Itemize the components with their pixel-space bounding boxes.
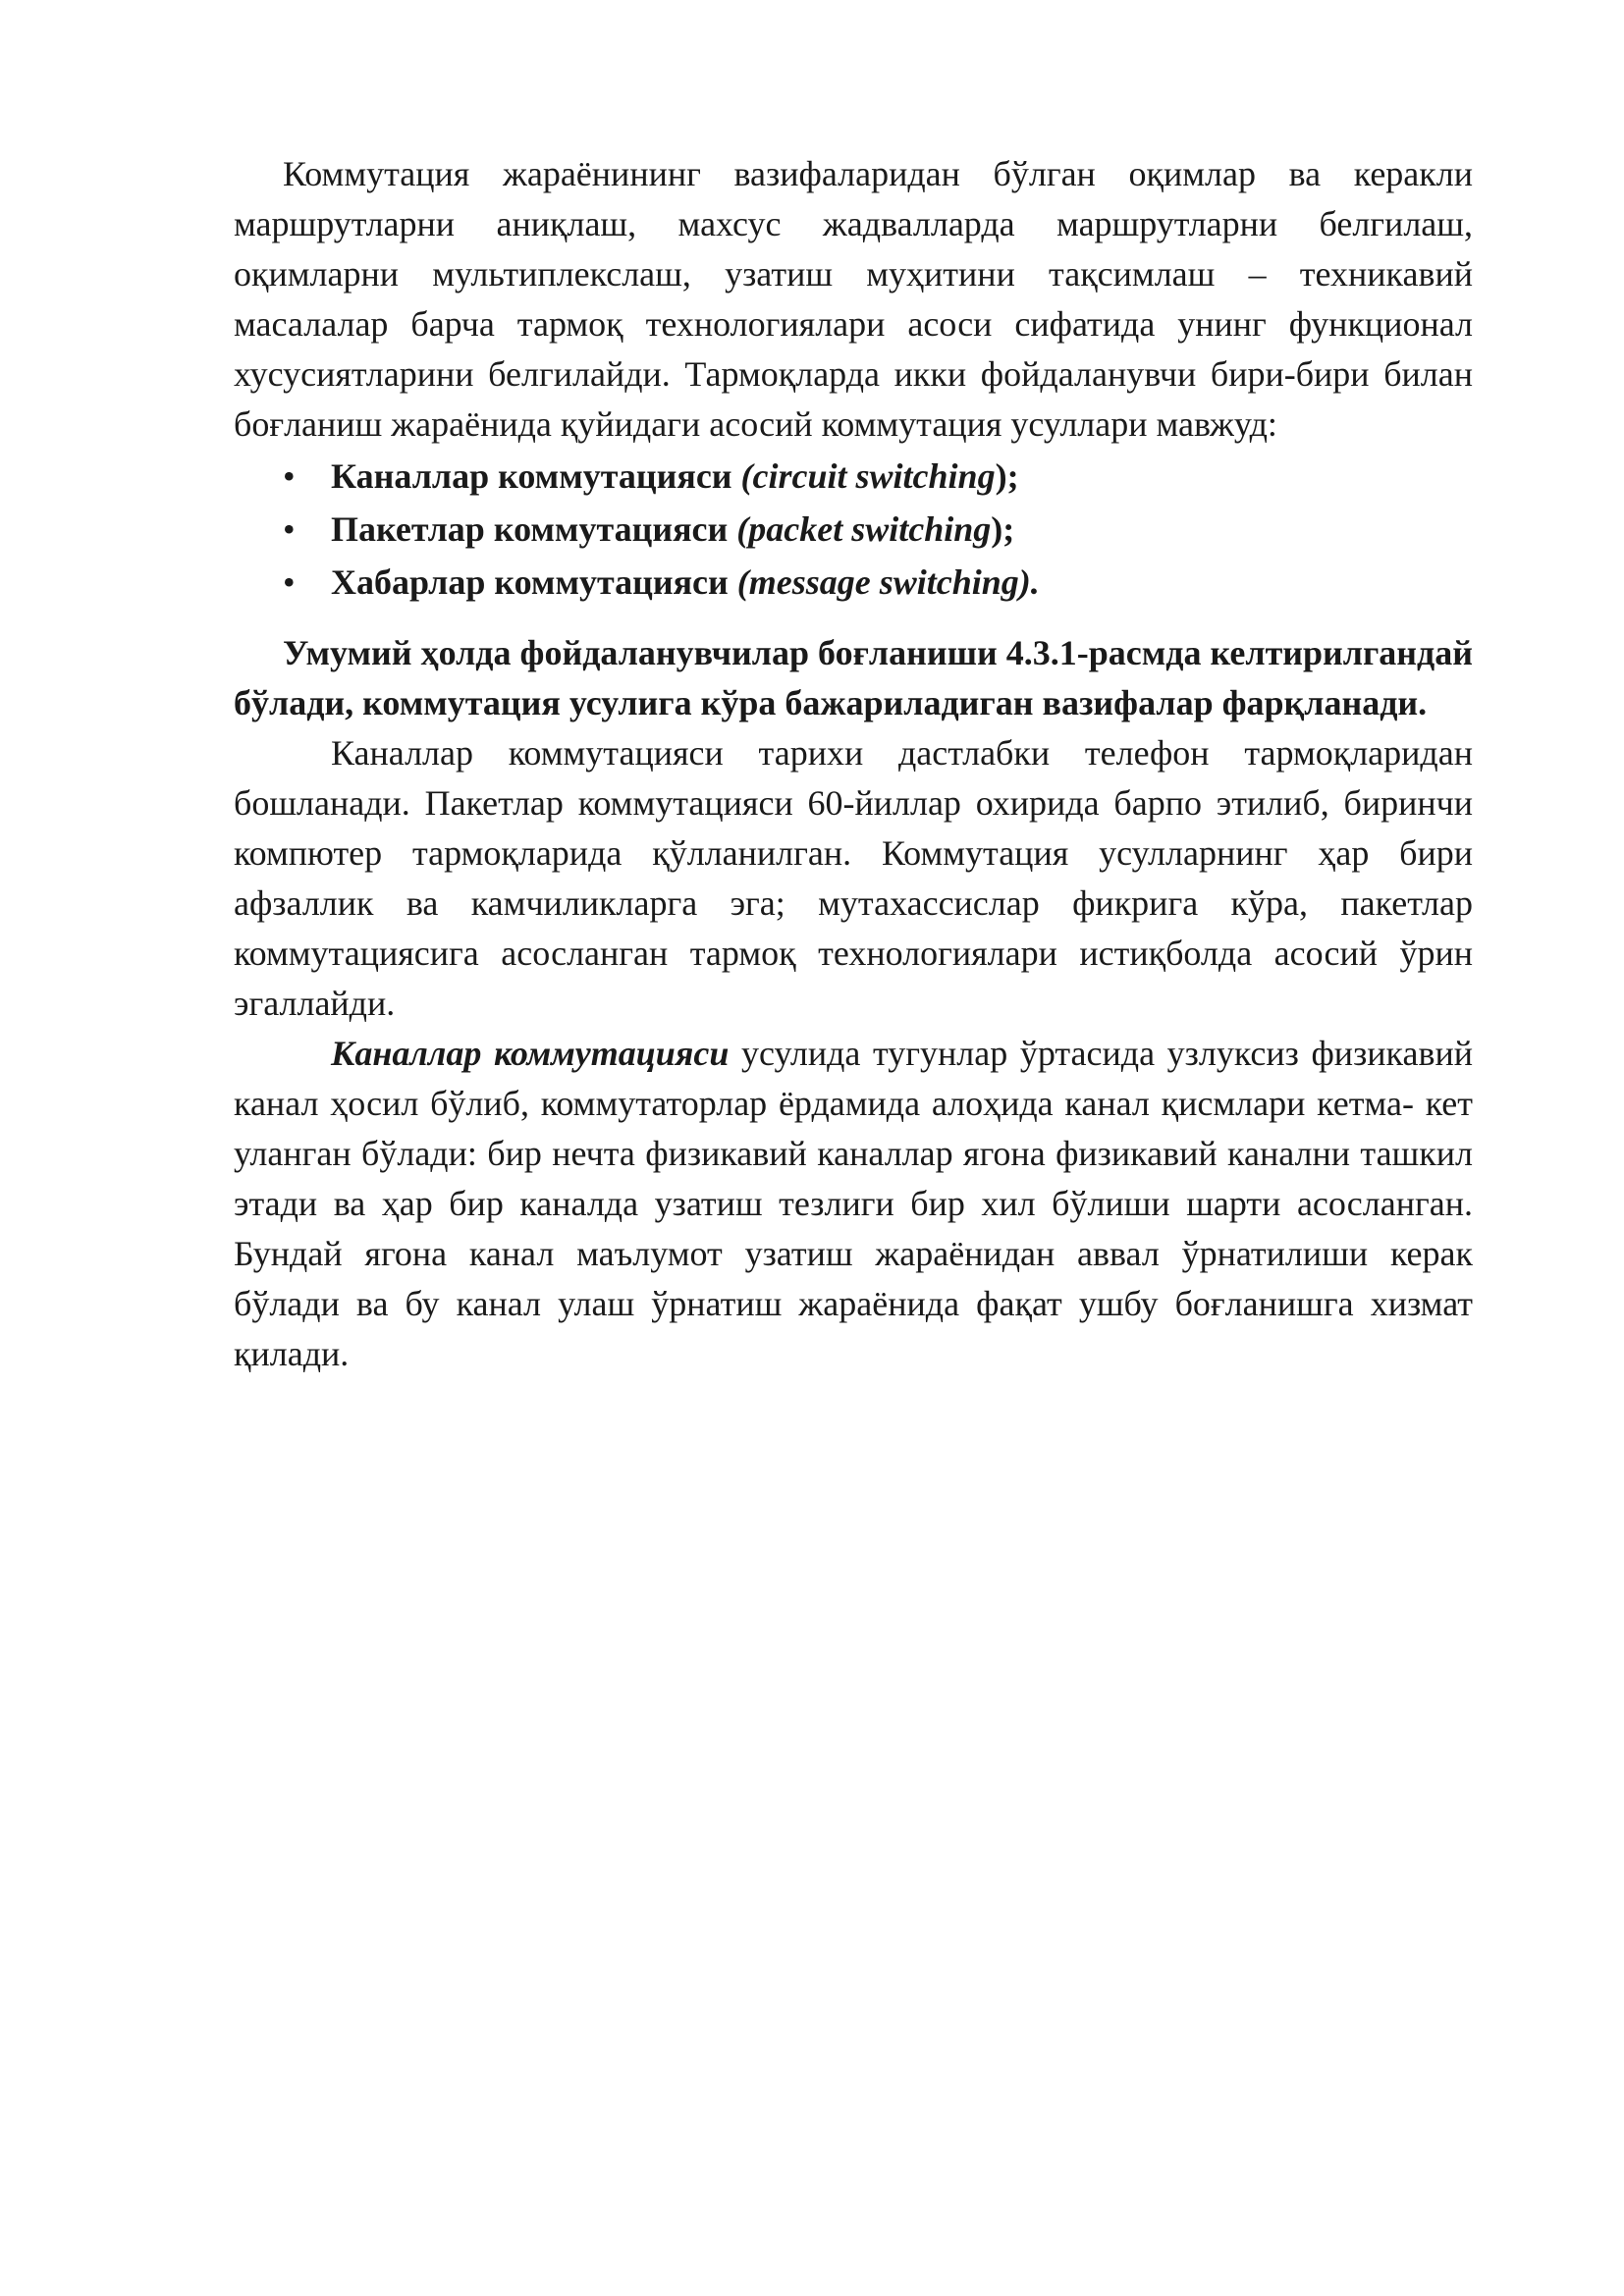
method-english-name: (circuit switching [740,456,996,496]
history-paragraph: Каналлар коммутацияси тарихи дастлабки телефон тармоқларидан бошланади. Пакетлар коммутацияси 60-йиллар охирида барпо этилиб, биринчи компютер тармоқларида қўлланилган. Коммутация усулларнинг ҳар бири афзаллик ва камчиликларга эга; мутахассислар фикрига кўра, пакетлар коммутациясига асосланган тармоқ технологиялари истиқболда асосий ўрин эгаллайди. [234,733,1473,1023]
circuit-switching-paragraph [234,1029,1473,1379]
list-item [234,556,1473,609]
method-english-name: (message switching). [736,562,1040,602]
bullet-icon: • [283,562,296,602]
list-item [234,503,1473,556]
bullet-icon: • [283,509,296,549]
paragraph-text: усулида тугунлар ўртасида узлуксиз физикавий канал ҳосил бўлиб, коммутаторлар ёрдамида алоҳида канал қисмлари кетма- кет уланган бўлади: бир нечта физикавий каналлар ягона физикавий канални ташкил этади ва ҳар бир каналда узатиш тезлиги бир хил бўлиши шарти асосланган. Бундай ягона канал маълумот узатиш жараёнидан аввал ўрнатилиши керак бўлади ва бу канал улаш ўрнатиш жараёнида фақат ушбу боғланишга хизмат қилади. [234,1034,1474,1373]
bold-paragraph: Умумий ҳолда фойдаланувчилар боғланиши 4.3.1-расмда келтирилгандай бўлади, коммутация усулига кўра бажариладиган вазифалар фарқланади. [234,633,1473,722]
document-body [234,149,1473,1379]
method-name: Каналлар коммутацияси [331,456,741,496]
method-english-name: (packet switching [736,509,992,549]
bullet-icon: • [283,456,296,496]
method-name: Пакетлар коммутацияси [331,509,737,549]
emphasis-term: Каналлар коммутацияси [331,1034,730,1073]
spacer [234,609,1473,628]
method-name: Хабарлар коммутацияси [331,562,737,602]
switching-methods-list [234,450,1473,609]
intro-paragraph: Коммутация жараёнининг вазифаларидан бўлган оқимлар ва керакли маршрутларни аниқлаш, махсус жадвалларда маршрутларни белгилаш, оқимларни мультиплекслаш, узатиш муҳитини тақсимлаш – техникавий масалалар барча тармоқ технологиялари асоси сифатида унинг функционал хусусиятларини белгилайди. Тармоқларда икки фойдаланувчи бири-бири билан боғланиш жараёнида қуйидаги асосий коммутация усуллари мавжуд: [234,154,1473,444]
method-tail: ); [995,456,1019,496]
method-tail: ); [991,509,1015,549]
list-item [234,450,1473,503]
